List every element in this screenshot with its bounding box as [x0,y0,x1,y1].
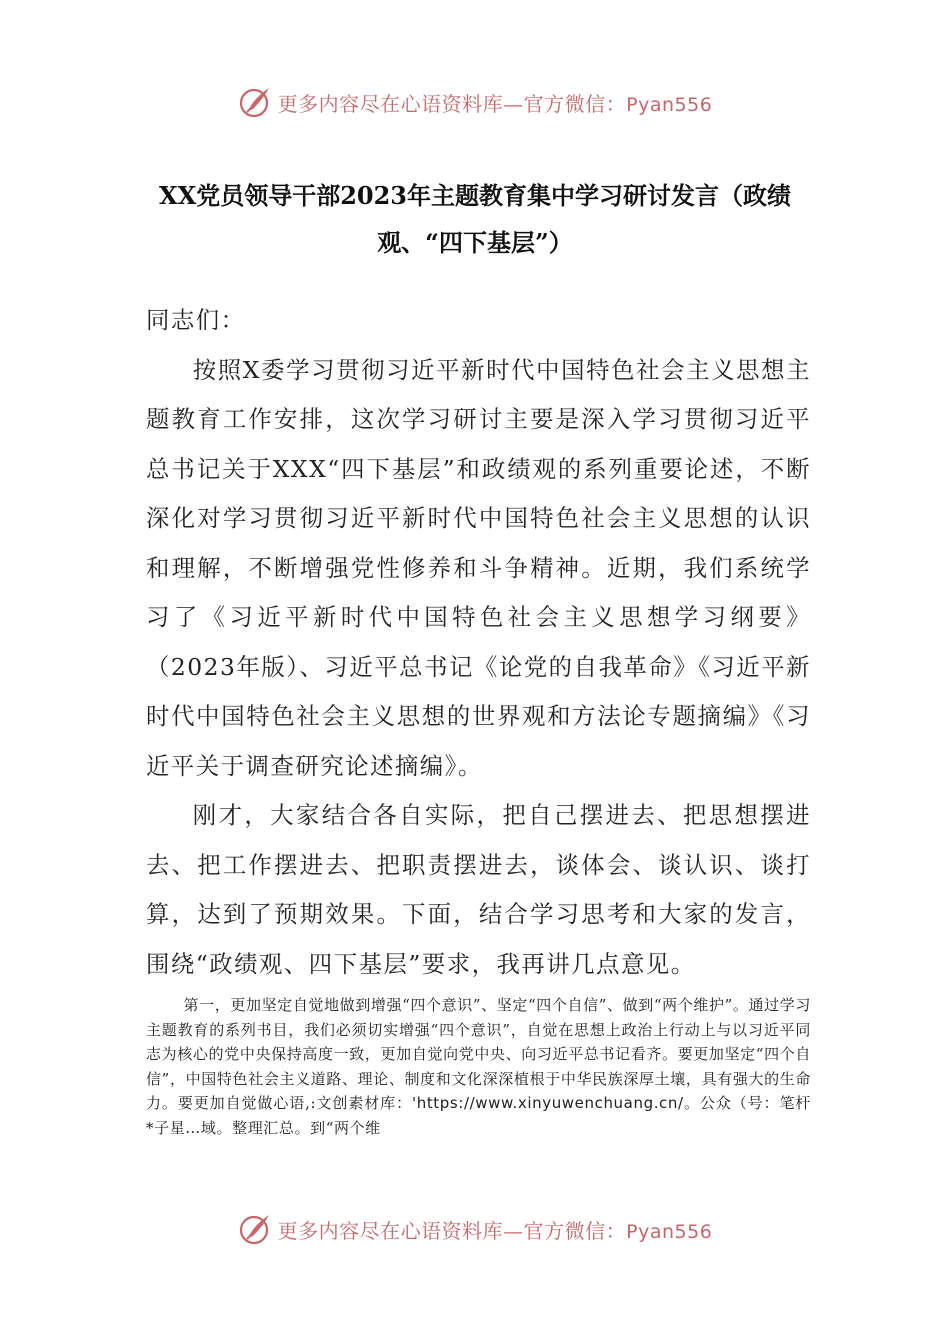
paragraph-1: 按照X委学习贯彻习近平新时代中国特色社会主义思想主题教育工作安排，这次学习研讨主要是深入学习贯彻习近平总书记关于XXX“四下基层”和政绩观的系列重要论述，不断深化对学习贯彻习近平新时代中国特色社会主义思想的认识和理解，不断增强党性修养和斗争精神。近期，我们系统学习了《习近平新时代中国特色社会主义思想学习纲要》（2023年版）、习近平总书记《论党的自我革命》《习近平新时代中国特色社会主义思想的世界观和方法论专题摘编》《习近平关于调查研究论述摘编》。 [146,355,812,780]
small-paragraph [146,993,811,1141]
quill-logo-icon [238,84,274,120]
document-title: XX党员领导干部2023年主题教育集中学习研讨发言（政绩观、“四下基层”） [158,181,792,257]
salutation: 同志们： [146,306,246,334]
document-body [146,296,811,989]
small-paragraph-text: 第一，更加坚定自觉地做到增强“四个意识”、坚定“四个自信”、做到“两个维护”。通过学习主题教育的系列书目，我们必须切实增强“四个意识”，自觉在思想上政治上行动上与以习近平同志为核心的党中央保持高度一致，更加自觉向党中央、向习近平总书记看齐。要更加坚定“四个自信”，中国特色社会主义道路、理论、制度和文化深深植根于中华民族深厚土壤，具有强大的生命力。要更加自觉做心语,:文创素材库： [146,996,811,1113]
website-link[interactable]: 'https://www.xinyuwenchuang.cn/ [411,1094,684,1113]
watermark-text: 更多内容尽在心语资料库—官方微信：Pyan556 [277,1218,713,1243]
quill-logo-icon [238,1211,274,1247]
small-paragraph-tail: 。公众（号：笔杆*子星…域。整理汇总。到“两个维 [146,1094,811,1137]
watermark-banner-top [0,82,950,122]
watermark-banner-bottom [0,1209,950,1249]
watermark-text: 更多内容尽在心语资料库—官方微信：Pyan556 [277,91,713,116]
paragraph-2: 刚才，大家结合各自实际，把自己摆进去、把思想摆进去、把工作摆进去、把职责摆进去，谈体会、谈认识、谈打算，达到了预期效果。下面，结合学习思考和大家的发言，围绕“政绩观、四下基层”要求，我再讲几点意见。 [146,801,811,978]
